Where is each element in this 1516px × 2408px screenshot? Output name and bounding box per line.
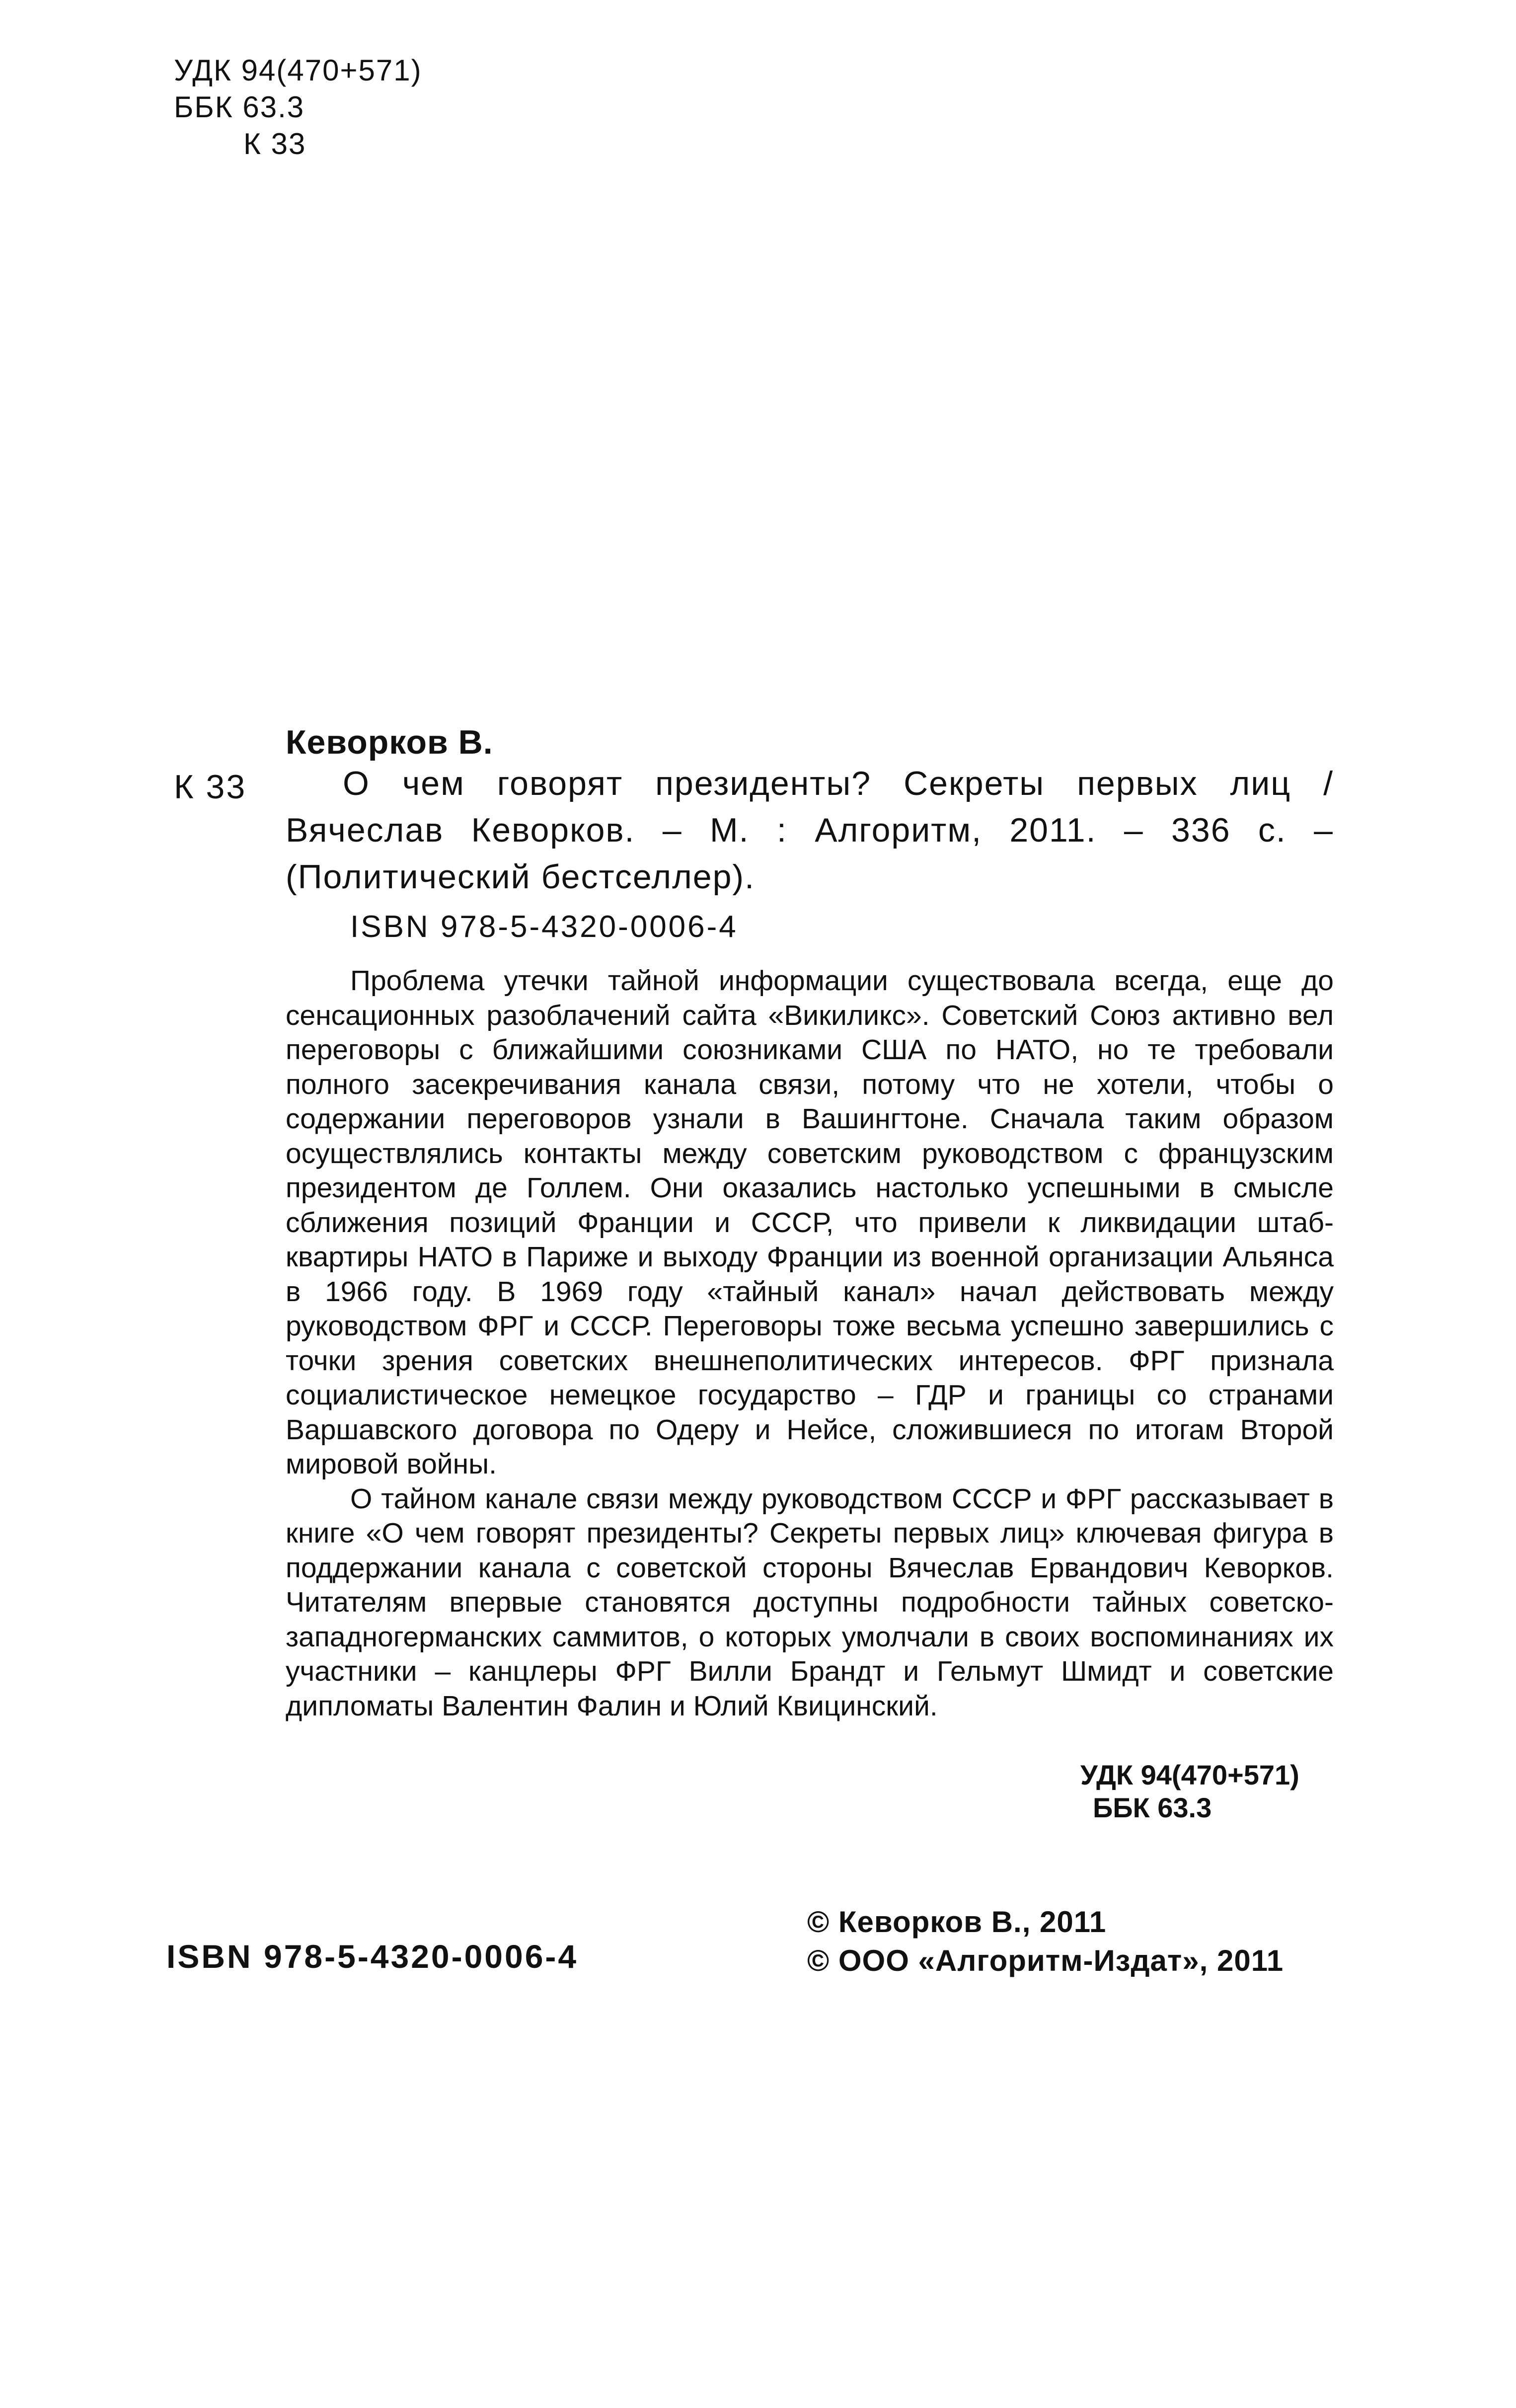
copyright-block: [807, 1903, 1284, 1980]
bbk-code-bottom: ББК 63.3: [1093, 1792, 1212, 1823]
bbk-code: ББК 63.3: [174, 90, 305, 124]
classification-bottom: [1080, 1759, 1299, 1824]
bibliographic-description: О чем говорят президенты? Секреты первых лиц / Вячеслав Кеворков. – М. : Алгоритм, 2011. – 336 с. – (Политический бестселлер).: [286, 765, 1334, 896]
abstract: [286, 964, 1334, 1723]
copyright-author: © Кеворков В., 2011: [807, 1905, 1107, 1939]
abstract-paragraph: Проблема утечки тайной информации существовала всегда, еще до сенсационных разоблачений сайта «Викиликс». Советский Союз активно вел переговоры с ближайшими союзниками США по НАТО, но те требовали полного засекречивания канала связи, потому что не хотели, чтобы о содержании переговоров узнали в Вашингтоне. Сначала таким образом осуществлялись контакты между советским руководством с французским президентом де Голлем. Они оказались настолько успешными в смысле сближения позиций Франции и СССР, что привели к ликвидации штаб-квартиры НАТО в Париже и выходу Франции из военной организации Альянса в 1966 году. В 1969 году «тайный канал» начал действовать между руководством ФРГ и СССР. Переговоры тоже весьма успешно завершились с точки зрения советских внешнеполитических интересов. ФРГ признала социалистическое немецкое государство – ГДР и границы со странами Варшавского договора по Одеру и Нейсе, сложившиеся по итогам Второй мировой войны.: [286, 965, 1334, 1480]
record-author: Кеворков В.: [286, 723, 493, 761]
udk-code: УДК 94(470+571): [174, 54, 422, 87]
abstract-paragraph: О тайном канале связи между руководством СССР и ФРГ рассказывает в книге «О чем говорят президенты? Секреты первых лиц» ключевая фигура в поддержании канала с советской стороны Вячеслав Ервандович Кеворков. Читателям впервые становятся доступны подробности тайных советско-западногерманских саммитов, о которых умолчали в своих воспоминаниях их участники – канцлеры ФРГ Вилли Брандт и Гельмут Шмидт и советские дипломаты Валентин Фалин и Юлий Квицинский.: [286, 1482, 1334, 1722]
author-mark: К 33: [243, 127, 306, 160]
record-author-mark: К 33: [174, 768, 247, 806]
classification-header: [174, 52, 422, 162]
copyright-publisher: © ООО «Алгоритм-Издат», 2011: [807, 1944, 1284, 1977]
footer-isbn: ISBN 978-5-4320-0006-4: [166, 1938, 579, 1975]
udk-code-bottom: УДК 94(470+571): [1080, 1759, 1299, 1790]
record-isbn: ISBN 978-5-4320-0006-4: [350, 910, 738, 944]
